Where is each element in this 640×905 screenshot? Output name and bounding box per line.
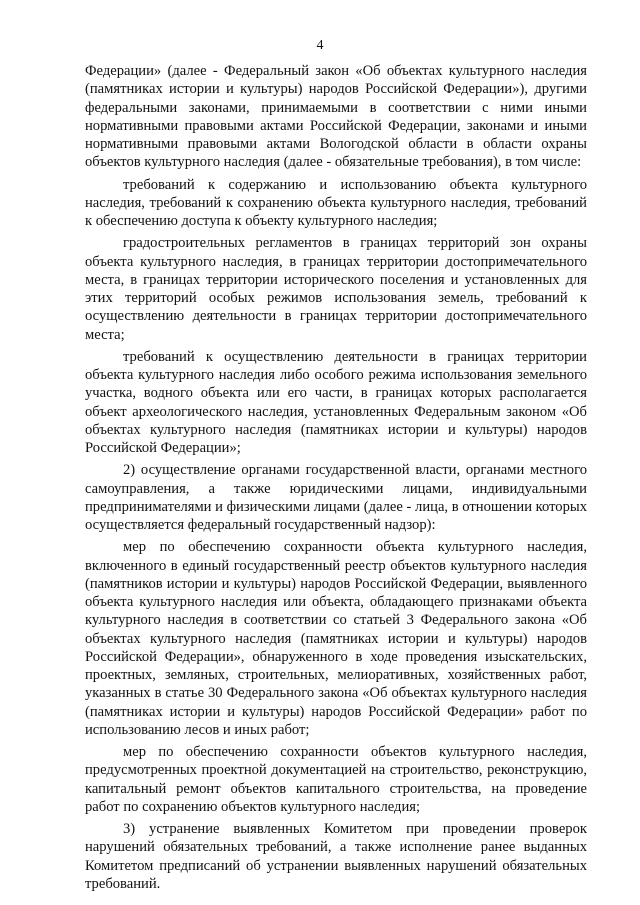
paragraph-content-requirements: требований к содержанию и использованию объекта культурного наследия, требований к сохранению объекта культурного наследия, требований к обеспечению доступа к объекту культурного наследия; — [85, 176, 587, 229]
paragraph-urban-regulations: градостроительных регламентов в границах территорий зон охраны объекта культурного наследия, в границах территории достопримечательного места, в границах территории исторического поселения и установленных для этих территорий особых режимов использования земель, требований к осуществлению деятельности в границах территории достопримечательного места; — [85, 235, 587, 343]
paragraph-project-measures: мер по обеспечению сохранности объектов культурного наследия, предусмотренных проектной документацией на строительство, реконструкцию, капитальный ремонт объектов капитального строительства, на проведение работ по сохранению объектов культурного наследия; — [85, 744, 587, 815]
paragraph-activity-requirements: требований к осуществлению деятельности в границах территории объекта культурного наследия либо особого режима использования земельного участка, водного объекта или его части, в границах которых располагается объект археологического наследия, установленных Федеральным законом «Об объектах культурного наследия (памятниках истории и культуры) народов Российской Федерации»; — [85, 348, 587, 456]
paragraph-item-3: 3) устранение выявленных Комитетом при проведении проверок нарушений обязательных требований, а также исполнение ранее выданных Комитетом предписаний об устранении выявленных нарушений обязательных требований. — [85, 821, 587, 892]
document-body — [85, 62, 587, 897]
paragraph-intro: Федерации» (далее - Федеральный закон «Об объектах культурного наследия (памятниках истории и культуры) народов Российской Федерации»), другими федеральными законами, принимаемыми в соответствии с ними иными нормативными правовыми актами Российской Федерации, законами и иными нормативными правовыми актами Вологодской области в области охраны объектов культурного наследия (далее - обязательные требования), в том числе: — [85, 63, 587, 171]
paragraph-item-2: 2) осуществление органами государственной власти, органами местного самоуправления, а также юридическими лицами, индивидуальными предпринимателями и физическими лицами (далее - лица, в отношении которых осуществляется федеральный государственный надзор): — [85, 462, 587, 533]
page-number: 4 — [316, 38, 324, 53]
paragraph-preservation-measures: мер по обеспечению сохранности объекта культурного наследия, включенного в единый государственный реестр объектов культурного наследия (памятников истории и культуры) народов Российской Федерации, выявленного объекта культурного наследия или объекта, обладающего признаками объекта культурного наследия в соответствии со статьей 3 Федерального закона «Об объектах культурного наследия (памятниках истории и культуры) народов Российской Федерации», обнаруженного в ходе проведения изыскательских, проектных, земляных, строительных, мелиоративных, хозяйственных работ, указанных в статье 30 Федерального закона «Об объектах культурного наследия (памятниках истории и культуры) народов Российской Федерации» работ по использованию лесов и иных работ; — [85, 539, 587, 738]
